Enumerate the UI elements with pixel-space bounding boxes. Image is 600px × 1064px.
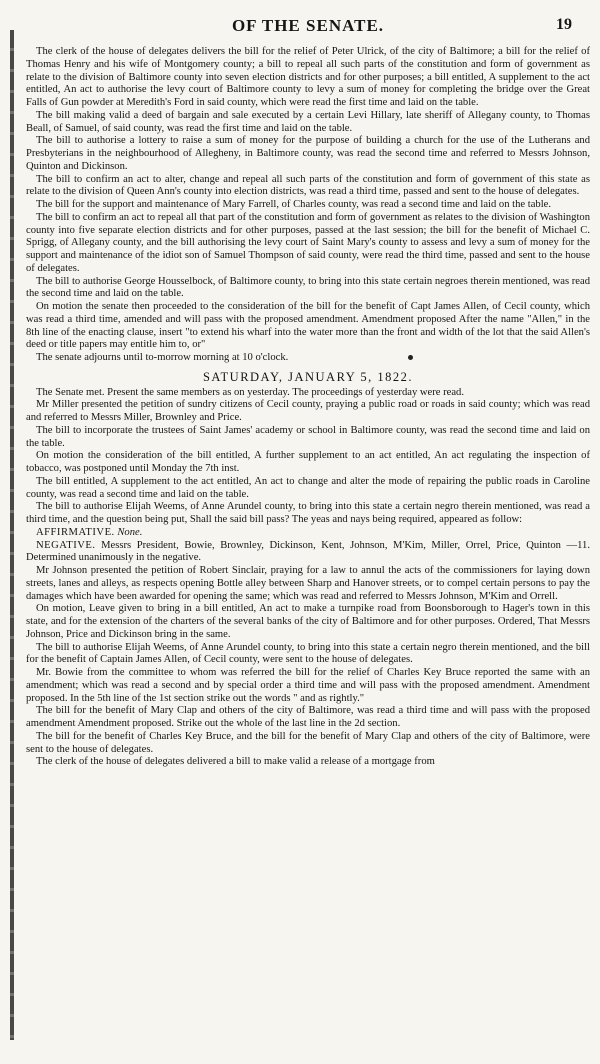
paragraph: The clerk of the house of delegates delivers the bill for the relief of Peter Ulrick, of the city of Baltimore; a bill for the relief of Thomas Henry and his wife of Montgomery county; a bill to repeal all such parts of the constitution and form of government as relate to the division of Baltimore county into seven election districts and for other purposes; a bill entitled, A supplement to the act entitled, An act to authorise the levy court of Baltimore county to levy a sum of money for completing the bridge over the Great Falls of Gun powder at Meredith's Ford in said county, which were read the first time and laid on the table.: [26, 46, 590, 108]
vote-negative-label: NEGATIVE.: [36, 539, 96, 551]
binding-edge: [10, 30, 14, 1040]
paragraph: On motion the consideration of the bill entitled, A further supplement to an act entitled, An act regulating the inspection of tobacco, was postponed until Monday the 7th inst.: [26, 450, 590, 474]
paragraph: The bill to authorise Elijah Weems, of Anne Arundel county, to bring into this state a certain negro therein mentioned, and the bill for the benefit of Captain James Allen, of Cecil county, were sent to the house of delegates.: [26, 641, 590, 666]
page-number: 19: [556, 16, 572, 33]
journal-text: [26, 46, 590, 769]
paragraph: The Senate met. Present the same members as on yesterday. The proceedings of yesterday were read.: [36, 386, 465, 398]
paragraph: The bill to confirm an act to repeal all that part of the constitution and form of government as relates to the division of Washington county into five separate election districts and for other purposes, passed at the last session; the bill for the benefit of Michael C. Sprigg, of Allegany county, and the bill authorising the levy court of Saint Mary's county to assess and levy a sum of money for the support and maintenance of the idiot son of Samuel Thompson of said county, were read the third time, passed and sent to the house of delegates.: [26, 211, 590, 274]
paragraph: The clerk of the house of delegates delivered a bill to make valid a release of a mortgage from: [36, 756, 435, 768]
date-heading: SATURDAY, JANUARY 5, 1822.: [202, 369, 414, 384]
paragraph: Mr. Bowie from the committee to whom was referred the bill for the relief of Charles Key Bruce reported the same with an amendment; which was read a second and by special order a third time and will pass with the proposed amendment. Amendment proposed. In the 5th line of the 1st section strike out the words " and as rightly.": [26, 667, 590, 704]
paragraph: The bill making valid a deed of bargain and sale executed by a certain Levi Hillary, late sheriff of Allegany county, to Thomas Beall, of Samuel, of said county, was read the first time and laid on the table.: [26, 109, 590, 134]
paragraph: The bill for the support and maintenance of Mary Farrell, of Charles county, was read a second time and laid on the table.: [36, 199, 552, 210]
paragraph: On motion, Leave given to bring in a bill entitled, An act to make a turnpike road from Boonsborough to Hager's town in this state, and for the extension of the charters of the several banks of the city of Baltimore and for other purposes. Ordered, That Messrs Johnson, Price and Dickinson bring in the same.: [26, 603, 590, 640]
paragraph: Mr Miller presented the petition of sundry citizens of Cecil county, praying a public road or roads in said county; which was read and referred to Messrs Miller, Brownley and Price.: [26, 399, 590, 423]
vote-negative: [26, 540, 590, 566]
adjournment-line: [26, 352, 590, 365]
paragraph: The bill to authorise a lottery to raise a sum of money for the purpose of building a church for the use of the Lutherans and Presbyterians in the neighbourhood of Allegheny, in Baltimore county, was read the second time and referred to Messrs Johnson, Quinton and Dickinson.: [26, 135, 590, 172]
paragraph: The bill to authorise Elijah Weems, of Anne Arundel county, to bring into this state a certain negro therein mentioned, was read a third time, and the question being put, Shall the said bill pass? The yeas and nays being required, appeared as follow:: [26, 501, 590, 525]
vote-affirmative: [26, 527, 590, 540]
page-header: [26, 12, 590, 46]
paragraph: The bill for the benefit of Mary Clap and others of the city of Baltimore, was read a third time and will pass with the proposed amendment Amendment proposed. Strike out the whole of the last line in the 2d section.: [26, 705, 590, 729]
paragraph: On motion the senate then proceeded to the consideration of the bill for the benefit of Capt James Allen, of Cecil county, which was read a third time, amended and will pass with the proposed amendment. Amendment proposed After the name "Allen," in the 8th line of the enacting clause, insert "to extend his wharf into the water more than the front and width of the lot that the said Allen's deed or title papers may entitle him to, or": [26, 301, 590, 351]
paragraph: Mr Johnson presented the petition of Robert Sinclair, praying for a law to annul the acts of the commissioners for laying down streets, lanes and alleys, as respects opening Bottle alley between Sharp and Hanover streets, or to compel certain persons to pay the damages which have been awarded for opening the same; which was read and referred to Messrs Johnson, M'Kim and Orrell.: [26, 565, 590, 602]
adjournment-text: The senate adjourns until to-morrow morning at 10 o'clock.: [36, 352, 289, 363]
paragraph: The bill for the benefit of Charles Key Bruce, and the bill for the benefit of Mary Clap and others of the city of Baltimore, were sent to the house of delegates.: [26, 730, 590, 755]
paragraph: The bill to confirm an act to alter, change and repeal all such parts of the constitution and form of government of this state as relate to the division of Queen Ann's county into election districts, was read a third time, passed and sent to the house of delegates.: [26, 173, 590, 198]
vote-affirmative-label: AFFIRMATIVE.: [36, 526, 115, 538]
ink-dot: [408, 355, 413, 360]
paragraph: The bill entitled, A supplement to the act entitled, An act to change and alter the mode of repairing the public roads in Caroline county, was read a second time and laid on the table.: [26, 475, 590, 500]
running-head: OF THE SENATE.: [231, 16, 385, 35]
paragraph: The bill to authorise George Housselbock, of Baltimore county, to bring into this state certain negroes therein mentioned, was read the second time and laid on the table.: [26, 275, 590, 300]
paragraph: The bill to incorporate the trustees of Saint James' academy or school in Baltimore county, was read the second time and laid on the table.: [26, 424, 590, 449]
vote-affirmative-value: None.: [117, 526, 143, 538]
vote-negative-text: Messrs President, Bowie, Brownley, Dickinson, Kent, Johnson, M'Kim, Miller, Orrel, Price, Quinton —11. Determined unanimously in the negative.: [26, 539, 590, 564]
